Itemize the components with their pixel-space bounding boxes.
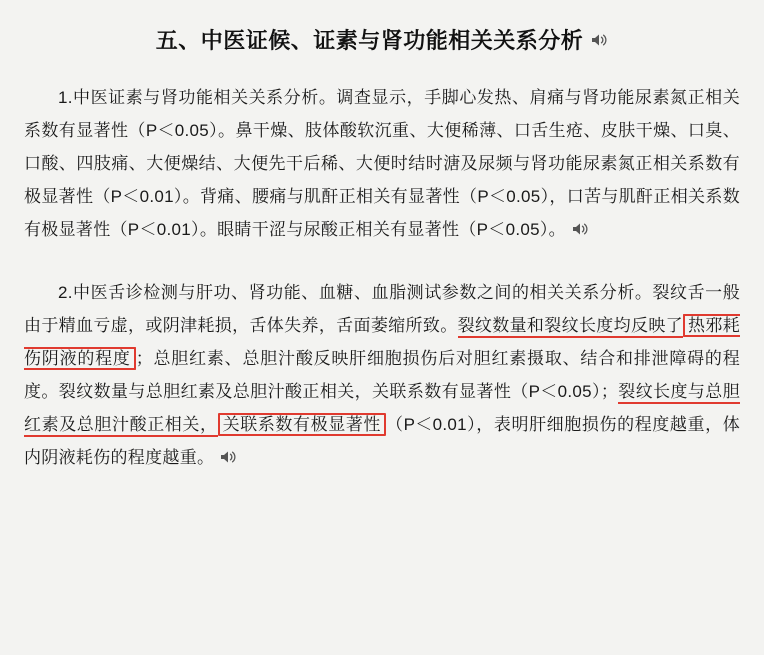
paragraph-2-text-part1: 中医舌诊检测与肝功、肾功能、血糖、血脂测试参数之间的相关关系分析。裂纹舌一般由于精血亏虚，或阴津耗损，舌体失养，舌面萎缩所致。	[24, 283, 740, 335]
page-title: 五、中医证候、证素与肾功能相关关系分析	[155, 28, 584, 53]
paragraph-2	[24, 276, 740, 474]
speaker-icon[interactable]	[572, 221, 589, 237]
annotation-box-2: 关联系数有极显著性	[218, 413, 386, 436]
speaker-icon[interactable]	[591, 32, 608, 48]
annotation-underline-1: 裂纹数量和裂纹长度均反映了	[458, 316, 683, 338]
annotation-box-1: 热邪耗伤阴液的程度	[24, 316, 741, 368]
paragraph-1-text: 中医证素与肾功能相关关系分析。调查显示，手脚心发热、肩痛与肾功能尿素氮正相关系数有显著性（P＜0.05）。鼻干燥、肢体酸软沉重、大便稀薄、口舌生疮、皮肤干燥、口臭、口酸、四肢痛、大便燥结、大便先干后稀、大便时结时溏及尿频与肾功能尿素氮正相关系数有极显著性（P＜0.01）。背痛、腰痛与肌酐正相关有显著性（P＜0.05），口苦与肌酐正相关系数有极显著性（P＜0.01）。眼睛干涩与尿酸正相关有显著性（P＜0.05）。	[24, 88, 740, 239]
paragraph-2-text-part2: ；总胆红素、总胆汁酸反映肝细胞损伤后对胆红素摄取、结合和排泄障碍的程度。裂纹数量与总胆红素及总胆汁酸正相关，关联系数有显著性（P＜0.05）；	[24, 349, 740, 401]
speaker-icon[interactable]	[220, 449, 237, 465]
annotation-underline-3: 与总胆红素及总胆汁酸正相关，	[24, 382, 740, 437]
paragraph-2-text-part3: （P＜0.01），表明肝细胞损伤的程度越重，体内阴液耗伤的程度越重。	[24, 415, 740, 467]
document-title-row	[24, 24, 740, 55]
paragraph-2-number: 2.	[58, 283, 73, 302]
paragraph-1	[24, 81, 740, 246]
annotation-underline-2: 裂纹长度	[618, 382, 688, 404]
paragraph-1-number: 1.	[58, 88, 73, 107]
